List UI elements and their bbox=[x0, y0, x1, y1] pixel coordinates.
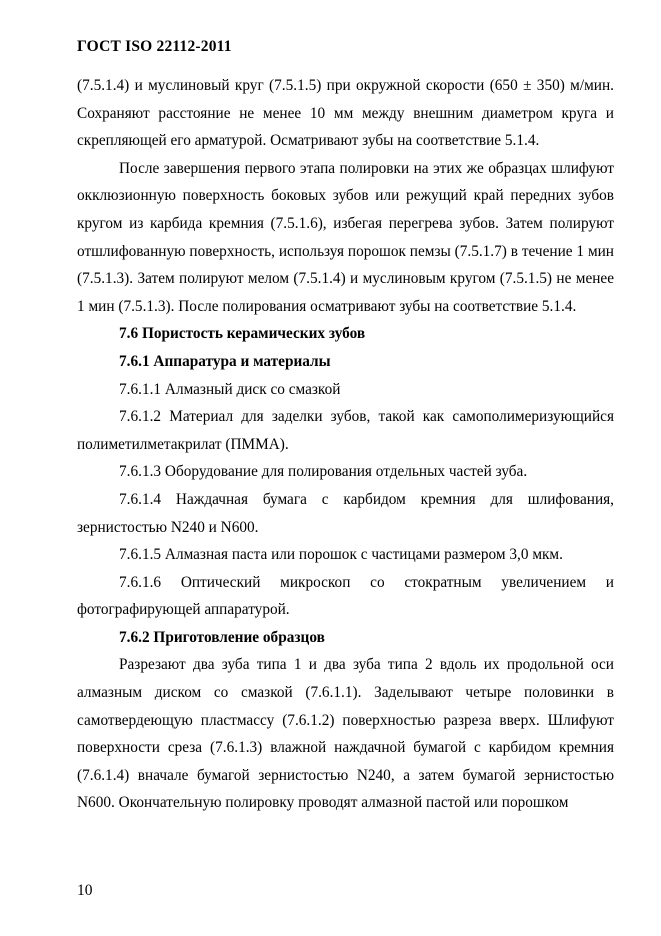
list-item-7-6-1-6: 7.6.1.6 Оптический микроскоп со стократным увеличением и фотографирующей аппаратурой. bbox=[77, 573, 614, 619]
document-header: ГОСТ ISO 22112-2011 bbox=[77, 38, 232, 55]
page-number: 10 bbox=[77, 882, 93, 899]
list-item-7-6-1-1: 7.6.1.1 Алмазный диск со смазкой bbox=[119, 380, 341, 398]
list-item-7-6-1-3: 7.6.1.3 Оборудование для полирования отдельных частей зуба. bbox=[119, 463, 528, 481]
list-item-7-6-1-4: 7.6.1.4 Наждачная бумага с карбидом кремния для шлифования, зернистостью N240 и N600. bbox=[77, 490, 614, 536]
list-item-7-6-1-5: 7.6.1.5 Алмазная паста или порошок с частицами размером 3,0 мкм. bbox=[119, 546, 563, 564]
list-item-7-6-1-2: 7.6.1.2 Материал для заделки зубов, такой как самополимеризующийся полиметилметакрилат (ПММА). bbox=[77, 408, 614, 453]
subsection-heading-7-6-2: 7.6.2 Приготовление образцов bbox=[119, 628, 325, 646]
section-heading-7-6: 7.6 Пористость керамических зубов bbox=[119, 325, 366, 343]
paragraph-polishing: После завершения первого этапа полировки на этих же образцах шлифуют окклюзионную поверхность боковых зубов или режущий край передних зубов кругом из карбида кремния (7.5.1.6), избегая перегрева зубов. Затем полируют отшлифованную поверхность, используя порошок пемзы (7.5.1.7) в течение 1 мин (7.5.1.3). Затем полируют мелом (7.5.1.4) и муслиновым кругом (7.5.1.5) не менее 1 мин (7.5.1.3). После полирования осматривают зубы на соответствие 5.1.4. bbox=[77, 159, 614, 315]
document-body bbox=[77, 72, 614, 817]
subsection-heading-7-6-1: 7.6.1 Аппаратура и материалы bbox=[119, 352, 331, 370]
paragraph-sample-prep: Разрезают два зуба типа 1 и два зуба типа 2 вдоль их продольной оси алмазным диском со смазкой (7.6.1.1). Заделывают четыре половинки в самотвердеющую пластмассу (7.6.1.2) поверхностью разреза вверх. Шлифуют поверхности среза (7.6.1.3) влажной наждачной бумагой с карбидом кремния (7.6.1.4) вначале бумагой зернистостью N240, а затем бумагой зернистостью N600. Окончательную полировку проводят алмазной пастой или порошком bbox=[77, 656, 614, 812]
paragraph-continuation: (7.5.1.4) и муслиновый круг (7.5.1.5) при окружной скорости (650 ± 350) м/мин. Сохраняют расстояние не менее 10 мм между внешним диаметром круга и скрепляющей его арматурой. Осматривают зубы на соответствие 5.1.4. bbox=[77, 77, 614, 150]
